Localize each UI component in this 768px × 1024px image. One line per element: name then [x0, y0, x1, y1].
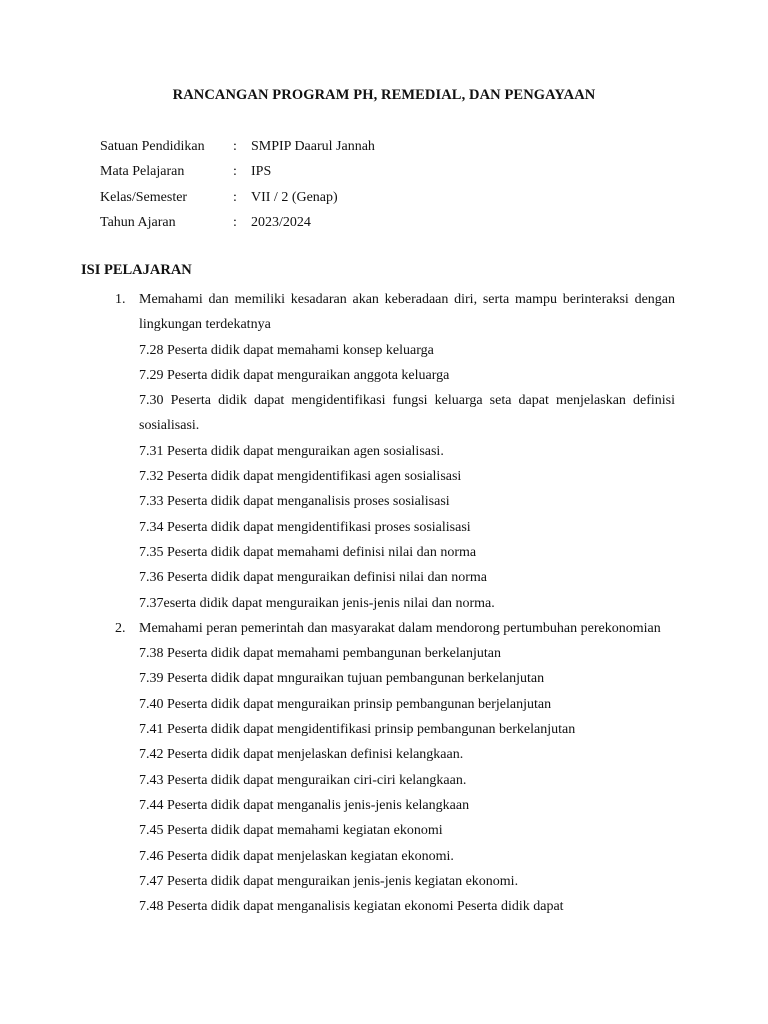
list-item: 7.31 Peserta didik dapat menguraikan agen sosialisasi.	[139, 443, 444, 459]
list-item: 7.28 Peserta didik dapat memahami konsep keluarga	[139, 342, 434, 358]
info-label: Tahun Ajaran	[100, 214, 176, 230]
list-item: 7.41 Peserta didik dapat mengidentifikasi prinsip pembangunan berkelanjutan	[139, 722, 576, 738]
info-label: Mata Pelajaran	[100, 164, 185, 180]
content-group-1	[115, 287, 675, 616]
identity-table	[100, 137, 375, 238]
group-text: Memahami dan memiliki kesadaran akan keberadaan diri, serta mampu berinteraksi dengan lingkungan terdekatnya	[139, 292, 675, 333]
list-item: 7.40 Peserta didik dapat menguraikan prinsip pembangunan berjelanjutan	[139, 696, 552, 712]
list-item: 7.43 Peserta didik dapat menguraikan ciri-ciri kelangkaan.	[139, 772, 467, 788]
list-item: 7.36 Peserta didik dapat menguraikan definisi nilai dan norma	[139, 570, 487, 586]
info-row-subject	[100, 162, 375, 187]
list-item: 7.45 Peserta didik dapat memahami kegiatan ekonomi	[139, 823, 443, 839]
info-row-class-semester	[100, 188, 375, 213]
info-label: Satuan Pendidikan	[100, 139, 205, 154]
group-heading	[115, 287, 675, 338]
info-row-academic-year	[100, 213, 375, 238]
list-item: 7.44 Peserta didik dapat menganalis jenis-jenis kelangkaan	[139, 797, 470, 813]
group-text: Memahami peran pemerintah dan masyarakat dalam mendorong pertumbuhan perekonomian	[139, 620, 661, 636]
list-item: 7.34 Peserta didik dapat mengidentifikasi proses sosialisasi	[139, 519, 471, 535]
list-item: 7.38 Peserta didik dapat memahami pembangunan berkelanjutan	[139, 646, 501, 662]
section-heading: ISI PELAJARAN	[81, 262, 192, 278]
list-item: 7.35 Peserta didik dapat memahami definisi nilai dan norma	[139, 544, 477, 560]
content-group-2	[115, 616, 675, 920]
group-number: 2.	[115, 620, 126, 636]
list-item: 7.33 Peserta didik dapat menganalisis proses sosialisasi	[139, 494, 450, 510]
list-item: 7.42 Peserta didik dapat menjelaskan definisi kelangkaan.	[139, 747, 464, 763]
info-value: VII / 2 (Genap)	[251, 189, 338, 205]
list-item: 7.48 Peserta didik dapat menganalisis kegiatan ekonomi Peserta didik dapat	[139, 899, 564, 915]
info-colon: :	[233, 214, 237, 230]
document-title: RANCANGAN PROGRAM PH, REMEDIAL, DAN PENGAYAAN	[172, 87, 596, 103]
list-item: 7.32 Peserta didik dapat mengidentifikasi agen sosialisasi	[139, 469, 462, 485]
info-colon: :	[233, 139, 237, 154]
list-item: 7.29 Peserta didik dapat menguraikan anggota keluarga	[139, 367, 450, 383]
info-colon: :	[233, 164, 237, 180]
list-item: 7.47 Peserta didik dapat menguraikan jenis-jenis kegiatan ekonomi.	[139, 873, 519, 889]
info-value: IPS	[251, 164, 272, 180]
info-value: SMPIP Daarul Jannah	[251, 139, 375, 154]
content-list	[115, 287, 675, 919]
info-value: 2023/2024	[251, 214, 311, 230]
list-item: 7.30 Peserta didik dapat mengidentifikasi fungsi keluarga seta dapat menjelaskan definisi sosialisasi.	[139, 393, 675, 434]
group-heading	[115, 616, 675, 641]
list-item: 7.39 Peserta didik dapat mnguraikan tujuan pembangunan berkelanjutan	[139, 671, 545, 687]
list-item: 7.46 Peserta didik dapat menjelaskan kegiatan ekonomi.	[139, 848, 454, 864]
list-item: 7.37eserta didik dapat menguraikan jenis-jenis nilai dan norma.	[139, 595, 495, 611]
info-label: Kelas/Semester	[100, 189, 188, 205]
info-row-school	[100, 137, 375, 162]
info-colon: :	[233, 189, 237, 205]
group-number: 1.	[115, 292, 126, 307]
